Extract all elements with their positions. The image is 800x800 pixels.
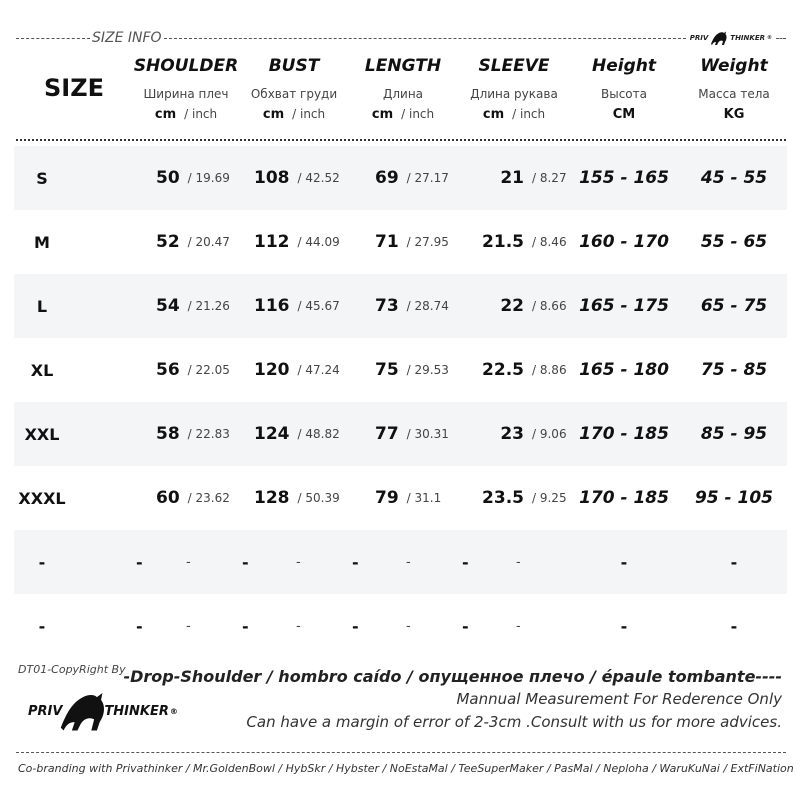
shoulder-cm: 56 xyxy=(156,360,180,380)
measurement-note: Mannual Measurement For Rederence Only xyxy=(456,690,782,708)
height-range: 170 - 185 xyxy=(579,488,669,508)
top-dash-middle xyxy=(164,38,686,39)
shoulder-inch: / 20.47 xyxy=(187,235,230,249)
weight-range: 85 - 95 xyxy=(700,424,768,444)
weight-range: 55 - 65 xyxy=(700,232,768,252)
column-title: Weight xyxy=(700,56,768,76)
brand-right: THINKER xyxy=(104,703,169,719)
table-row xyxy=(14,146,787,210)
bust-cm: 108 xyxy=(254,168,290,188)
table-row xyxy=(14,210,787,274)
column-header-height xyxy=(574,56,674,122)
sleeve-cm: 21.5 xyxy=(482,232,524,252)
bust-inch: / 48.82 xyxy=(297,427,340,441)
bust-inch: - xyxy=(296,554,301,570)
table-header xyxy=(0,52,800,136)
table-row xyxy=(14,402,787,466)
unit-inch: / inch xyxy=(512,107,546,121)
shoulder-inch: - xyxy=(186,554,191,570)
unit-cm: cm xyxy=(371,107,394,122)
bust-cm: - xyxy=(242,552,249,572)
length-inch: / 29.53 xyxy=(406,363,449,377)
height-range: 155 - 165 xyxy=(579,168,669,188)
panther-icon xyxy=(58,688,108,734)
length-inch: - xyxy=(406,554,411,570)
brand-small-left: PRIV xyxy=(689,34,709,42)
table-row xyxy=(14,466,787,530)
column-title: Height xyxy=(592,56,656,76)
size-label: - xyxy=(38,616,46,636)
bust-cm: 128 xyxy=(254,488,290,508)
length-inch: / 27.95 xyxy=(406,235,449,249)
shoulder-inch: / 22.05 xyxy=(187,363,230,377)
weight-range: 95 - 105 xyxy=(694,488,774,508)
shoulder-inch: / 23.62 xyxy=(187,491,230,505)
error-margin-note: Can have a margin of error of 2-3cm .Consult with us for more advices. xyxy=(246,713,782,731)
brand-small-right: THINKER xyxy=(730,34,765,42)
sleeve-cm: 23.5 xyxy=(482,488,524,508)
unit-cm: cm xyxy=(482,107,505,122)
length-cm: 71 xyxy=(375,232,399,252)
size-column-title: SIZE xyxy=(44,74,105,102)
column-subtitle: Масса тела xyxy=(698,87,770,101)
weight-range: - xyxy=(730,616,738,636)
top-rule xyxy=(16,30,786,46)
length-inch: / 31.1 xyxy=(406,491,442,505)
unit-inch: / inch xyxy=(184,107,218,121)
column-title: SHOULDER xyxy=(133,56,239,76)
drop-shoulder-note: -Drop-Shoulder / hombro caído / опущенное плечо / épaule tombante---- xyxy=(123,667,782,686)
sleeve-inch: - xyxy=(516,618,521,634)
length-inch: / 30.31 xyxy=(406,427,449,441)
length-inch: / 28.74 xyxy=(406,299,449,313)
column-subtitle: Обхват груди xyxy=(250,87,338,101)
brand-small-mark: ® xyxy=(767,35,772,41)
height-range: - xyxy=(620,552,628,572)
column-subtitle: Ширина плеч xyxy=(143,87,229,101)
shoulder-cm: - xyxy=(136,616,143,636)
panther-icon xyxy=(710,30,728,46)
top-dash-left xyxy=(16,38,90,39)
unit-inch: / inch xyxy=(292,107,326,121)
brand-left: PRIV xyxy=(28,703,63,719)
column-unit: CM xyxy=(612,107,636,122)
unit-inch: / inch xyxy=(401,107,435,121)
sleeve-cm: 22 xyxy=(500,296,524,316)
height-range: 165 - 180 xyxy=(579,360,669,380)
column-header-shoulder xyxy=(128,56,244,122)
bust-inch: / 47.24 xyxy=(297,363,340,377)
copyright-text: DT01-CopyRight By xyxy=(18,663,126,676)
sleeve-inch: / 8.27 xyxy=(532,171,567,185)
brand-mark: ® xyxy=(169,706,178,716)
bust-cm: 112 xyxy=(254,232,290,252)
table-row xyxy=(14,338,787,402)
bust-cm: - xyxy=(242,616,249,636)
bust-cm: 124 xyxy=(254,424,290,444)
column-unit xyxy=(460,107,568,122)
size-label: - xyxy=(38,552,46,572)
shoulder-cm: 60 xyxy=(156,488,180,508)
brand-logo-small xyxy=(686,30,776,46)
weight-range: 65 - 75 xyxy=(700,296,768,316)
length-cm: - xyxy=(352,552,359,572)
column-subtitle: Длина xyxy=(382,87,424,101)
height-range: 170 - 185 xyxy=(579,424,669,444)
size-info-label: SIZE INFO xyxy=(92,30,162,46)
height-range: - xyxy=(620,616,628,636)
size-label: XXL xyxy=(24,424,60,444)
shoulder-inch: / 22.83 xyxy=(187,427,230,441)
shoulder-inch: - xyxy=(186,618,191,634)
top-dash-right xyxy=(776,38,786,39)
size-label: S xyxy=(36,168,48,188)
table-row xyxy=(14,530,787,594)
column-title: LENGTH xyxy=(364,56,442,76)
length-cm: 73 xyxy=(375,296,399,316)
column-header-bust xyxy=(240,56,348,122)
bust-inch: / 45.67 xyxy=(297,299,340,313)
sleeve-cm: - xyxy=(462,616,469,636)
column-unit xyxy=(350,107,456,122)
size-label: L xyxy=(36,296,48,316)
size-label: M xyxy=(34,232,50,252)
weight-range: 75 - 85 xyxy=(700,360,768,380)
sleeve-inch: / 9.06 xyxy=(532,427,567,441)
column-title: BUST xyxy=(268,56,320,76)
column-header-sleeve xyxy=(460,56,568,122)
unit-cm: cm xyxy=(262,107,285,122)
length-cm: - xyxy=(352,616,359,636)
sleeve-cm: 23 xyxy=(500,424,524,444)
table-row xyxy=(14,274,787,338)
brand-logo xyxy=(28,688,178,734)
sleeve-inch: / 8.86 xyxy=(532,363,567,377)
sleeve-cm: 22.5 xyxy=(482,360,524,380)
height-range: 160 - 170 xyxy=(579,232,669,252)
sleeve-cm: - xyxy=(462,552,469,572)
weight-range: 45 - 55 xyxy=(700,168,768,188)
column-title: SLEEVE xyxy=(478,56,550,76)
size-label: XL xyxy=(30,360,54,380)
sleeve-inch: / 8.66 xyxy=(532,299,567,313)
bust-inch: - xyxy=(296,618,301,634)
height-range: 165 - 175 xyxy=(579,296,669,316)
shoulder-cm: 58 xyxy=(156,424,180,444)
column-subtitle: Высота xyxy=(601,87,647,101)
shoulder-inch: / 19.69 xyxy=(187,171,230,185)
shoulder-cm: 52 xyxy=(156,232,180,252)
length-cm: 75 xyxy=(375,360,399,380)
shoulder-cm: 54 xyxy=(156,296,180,316)
bust-cm: 116 xyxy=(254,296,290,316)
length-inch: / 27.17 xyxy=(406,171,449,185)
sleeve-inch: / 9.25 xyxy=(532,491,567,505)
bottom-rule xyxy=(16,752,786,753)
column-unit: KG xyxy=(723,107,745,122)
length-cm: 77 xyxy=(375,424,399,444)
length-inch: - xyxy=(406,618,411,634)
cobranding-text: Co-branding with Privathinker / Mr.GoldenBowl / HybSkr / Hybster / NoEstaMal / TeeSuperMaker / PasMal / Neploha / WaruKuNai / ExtFiNation xyxy=(18,762,794,775)
table-row xyxy=(14,594,787,658)
weight-range: - xyxy=(730,552,738,572)
column-unit xyxy=(240,107,348,122)
length-cm: 79 xyxy=(375,488,399,508)
size-label: XXXL xyxy=(18,488,66,508)
bust-inch: / 42.52 xyxy=(297,171,340,185)
header-divider xyxy=(16,139,786,141)
shoulder-cm: - xyxy=(136,552,143,572)
column-subtitle: Длина рукава xyxy=(470,87,558,101)
sleeve-cm: 21 xyxy=(500,168,524,188)
shoulder-inch: / 21.26 xyxy=(187,299,230,313)
length-cm: 69 xyxy=(375,168,399,188)
column-unit xyxy=(128,107,244,122)
sleeve-inch: - xyxy=(516,554,521,570)
sleeve-inch: / 8.46 xyxy=(532,235,567,249)
bust-inch: / 50.39 xyxy=(297,491,340,505)
unit-cm: cm xyxy=(154,107,177,122)
bust-cm: 120 xyxy=(254,360,290,380)
bust-inch: / 44.09 xyxy=(297,235,340,249)
column-header-length xyxy=(350,56,456,122)
shoulder-cm: 50 xyxy=(156,168,180,188)
column-header-weight xyxy=(684,56,784,122)
